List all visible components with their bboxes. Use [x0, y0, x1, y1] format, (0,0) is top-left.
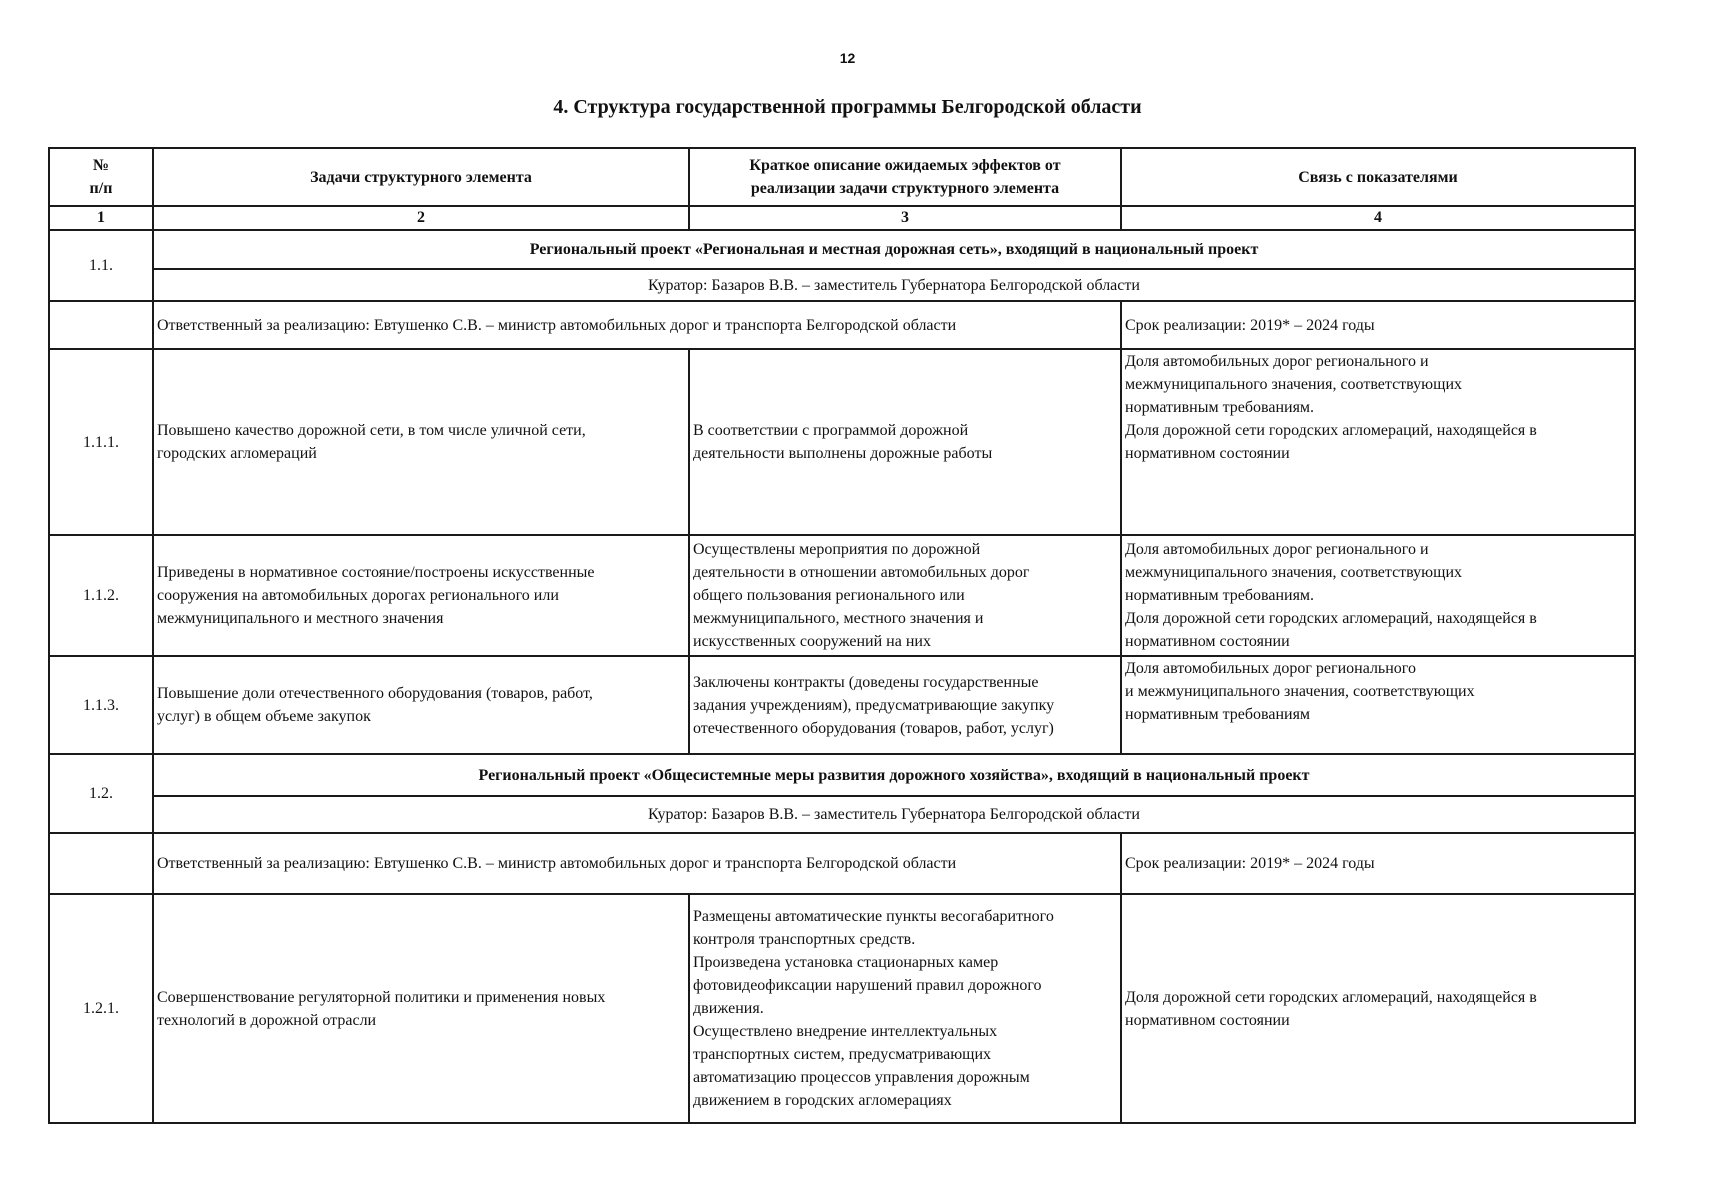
section-number: 1.2. — [49, 754, 153, 833]
section-responsible-row — [49, 301, 1635, 349]
section-project-row — [49, 754, 1635, 796]
column-number-row — [49, 206, 1635, 230]
table-row — [49, 535, 1635, 656]
section-curator: Куратор: Базаров В.В. – заместитель Губернатора Белгородской области — [153, 796, 1635, 833]
header-effect: Краткое описание ожидаемых эффектов от реализации задачи структурного элемента — [689, 148, 1121, 206]
section-project-row — [49, 230, 1635, 269]
row-number: 1.1.2. — [49, 535, 153, 656]
column-number: 2 — [153, 206, 689, 230]
empty-cell — [49, 833, 153, 894]
section-responsible: Ответственный за реализацию: Евтушенко С.В. – министр автомобильных дорог и транспорта Белгородской области — [153, 301, 1121, 349]
section-curator: Куратор: Базаров В.В. – заместитель Губернатора Белгородской области — [153, 269, 1635, 301]
row-task: Повышение доли отечественного оборудования (товаров, работ, услуг) в общем объеме закупок — [153, 656, 689, 754]
header-row — [49, 148, 1635, 206]
row-effect: Осуществлены мероприятия по дорожной деятельности в отношении автомобильных дорог общего пользования регионального или межмуниципального, местного значения и искусственных сооружений на них — [689, 535, 1121, 656]
row-indicators: Доля дорожной сети городских агломераций, находящейся в нормативном состоянии — [1121, 894, 1635, 1123]
header-number: № п/п — [49, 148, 153, 206]
section-number: 1.1. — [49, 230, 153, 301]
section-term: Срок реализации: 2019* – 2024 годы — [1121, 833, 1635, 894]
section-curator-row — [49, 269, 1635, 301]
header-indicators: Связь с показателями — [1121, 148, 1635, 206]
section-responsible: Ответственный за реализацию: Евтушенко С.В. – министр автомобильных дорог и транспорта Белгородской области — [153, 833, 1121, 894]
empty-cell — [49, 301, 153, 349]
row-number: 1.1.1. — [49, 349, 153, 535]
row-effect: Размещены автоматические пункты весогабаритного контроля транспортных средств. Произведена установка стационарных камер фотовидеофиксации нарушений правил дорожного движения. Осуществлено внедрение интеллектуальных транспортных систем, предусматривающих автоматизацию процессов управления дорожным движением в городских агломерациях — [689, 894, 1121, 1123]
row-task: Приведены в нормативное состояние/построены искусственные сооружения на автомобильных дорогах регионального или межмуниципального и местного значения — [153, 535, 689, 656]
row-effect: Заключены контракты (доведены государственные задания учреждениям), предусматривающие закупку отечественного оборудования (товаров, работ, услуг) — [689, 656, 1121, 754]
column-number: 1 — [49, 206, 153, 230]
page-number: 12 — [839, 50, 856, 66]
section-responsible-row — [49, 833, 1635, 894]
row-indicators: Доля автомобильных дорог регионального и межмуниципального значения, соответствующих нормативным требованиям. Доля дорожной сети городских агломераций, находящейся в нормативном состоянии — [1121, 349, 1635, 535]
table-row — [49, 656, 1635, 754]
row-effect: В соответствии с программой дорожной деятельности выполнены дорожные работы — [689, 349, 1121, 535]
row-number: 1.2.1. — [49, 894, 153, 1123]
table-row — [49, 349, 1635, 535]
column-number: 4 — [1121, 206, 1635, 230]
row-indicators: Доля автомобильных дорог регионального и межмуниципального значения, соответствующих нормативным требованиям. Доля дорожной сети городских агломераций, находящейся в нормативном состоянии — [1121, 535, 1635, 656]
program-structure-table — [48, 147, 1636, 1124]
header-task: Задачи структурного элемента — [153, 148, 689, 206]
table-row — [49, 894, 1635, 1123]
row-task: Совершенствование регуляторной политики и применения новых технологий в дорожной отрасли — [153, 894, 689, 1123]
section-term: Срок реализации: 2019* – 2024 годы — [1121, 301, 1635, 349]
page-title: 4. Структура государственной программы Белгородской области — [553, 96, 1142, 118]
column-number: 3 — [689, 206, 1121, 230]
section-curator-row — [49, 796, 1635, 833]
row-indicators: Доля автомобильных дорог регионального и межмуниципального значения, соответствующих нормативным требованиям — [1121, 656, 1635, 754]
row-number: 1.1.3. — [49, 656, 153, 754]
section-project-title: Региональный проект «Региональная и местная дорожная сеть», входящий в национальный проект — [153, 230, 1635, 269]
section-project-title: Региональный проект «Общесистемные меры развития дорожного хозяйства», входящий в национальный проект — [153, 754, 1635, 796]
row-task: Повышено качество дорожной сети, в том числе уличной сети, городских агломераций — [153, 349, 689, 535]
